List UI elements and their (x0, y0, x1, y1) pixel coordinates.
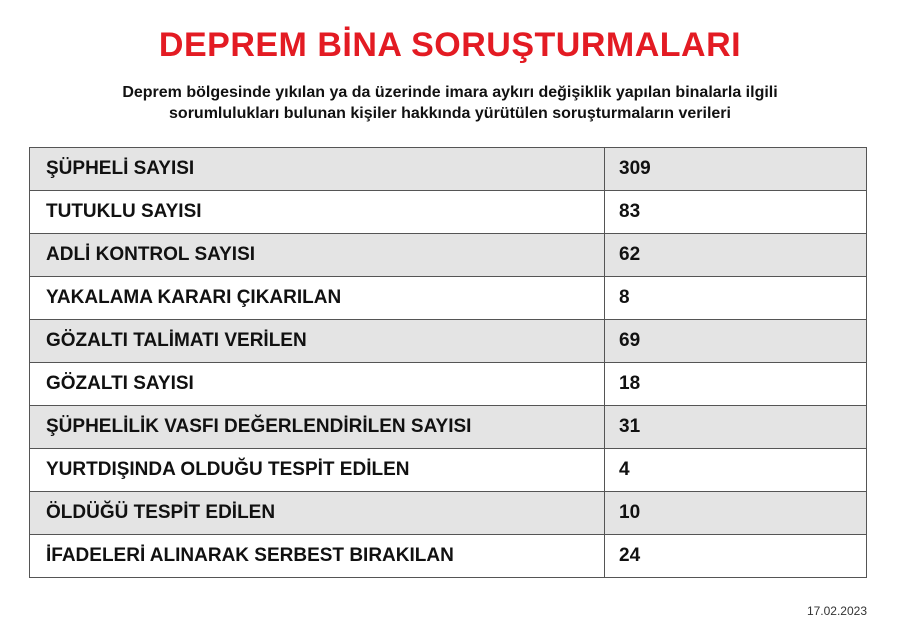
row-value: 10 (605, 492, 867, 535)
row-label: YURTDIŞINDA OLDUĞU TESPİT EDİLEN (30, 449, 605, 492)
row-label: ŞÜPHELİLİK VASFI DEĞERLENDİRİLEN SAYISI (30, 406, 605, 449)
row-label: GÖZALTI TALİMATI VERİLEN (30, 320, 605, 363)
row-value: 309 (605, 148, 867, 191)
table-row (30, 148, 867, 191)
row-value: 69 (605, 320, 867, 363)
row-label: ÖLDÜĞÜ TESPİT EDİLEN (30, 492, 605, 535)
row-value: 8 (605, 277, 867, 320)
row-value: 62 (605, 234, 867, 277)
page-title: DEPREM BİNA SORUŞTURMALARI (158, 26, 742, 64)
row-label: ŞÜPHELİ SAYISI (30, 148, 605, 191)
table-row (30, 363, 867, 406)
table-row (30, 406, 867, 449)
row-value: 83 (605, 191, 867, 234)
row-label: TUTUKLU SAYISI (30, 191, 605, 234)
table-row (30, 449, 867, 492)
subtitle-line-1: Deprem bölgesinde yıkılan ya da üzerinde imara aykırı değişiklik yapılan binalarla ilgili (122, 84, 778, 101)
subtitle (20, 82, 880, 124)
statistics-table (29, 147, 867, 578)
table-row (30, 191, 867, 234)
row-value: 24 (605, 535, 867, 578)
table-row (30, 320, 867, 363)
subtitle-line-2: sorumlulukları bulunan kişiler hakkında yürütülen soruşturmaların verileri (169, 105, 731, 122)
row-value: 18 (605, 363, 867, 406)
table-row (30, 535, 867, 578)
row-value: 31 (605, 406, 867, 449)
row-label: ADLİ KONTROL SAYISI (30, 234, 605, 277)
row-value: 4 (605, 449, 867, 492)
table-row (30, 277, 867, 320)
table-row (30, 234, 867, 277)
table-row (30, 492, 867, 535)
row-label: GÖZALTI SAYISI (30, 363, 605, 406)
row-label: İFADELERİ ALINARAK SERBEST BIRAKILAN (30, 535, 605, 578)
row-label: YAKALAMA KARARI ÇIKARILAN (30, 277, 605, 320)
date-stamp: 17.02.2023 (806, 604, 867, 618)
